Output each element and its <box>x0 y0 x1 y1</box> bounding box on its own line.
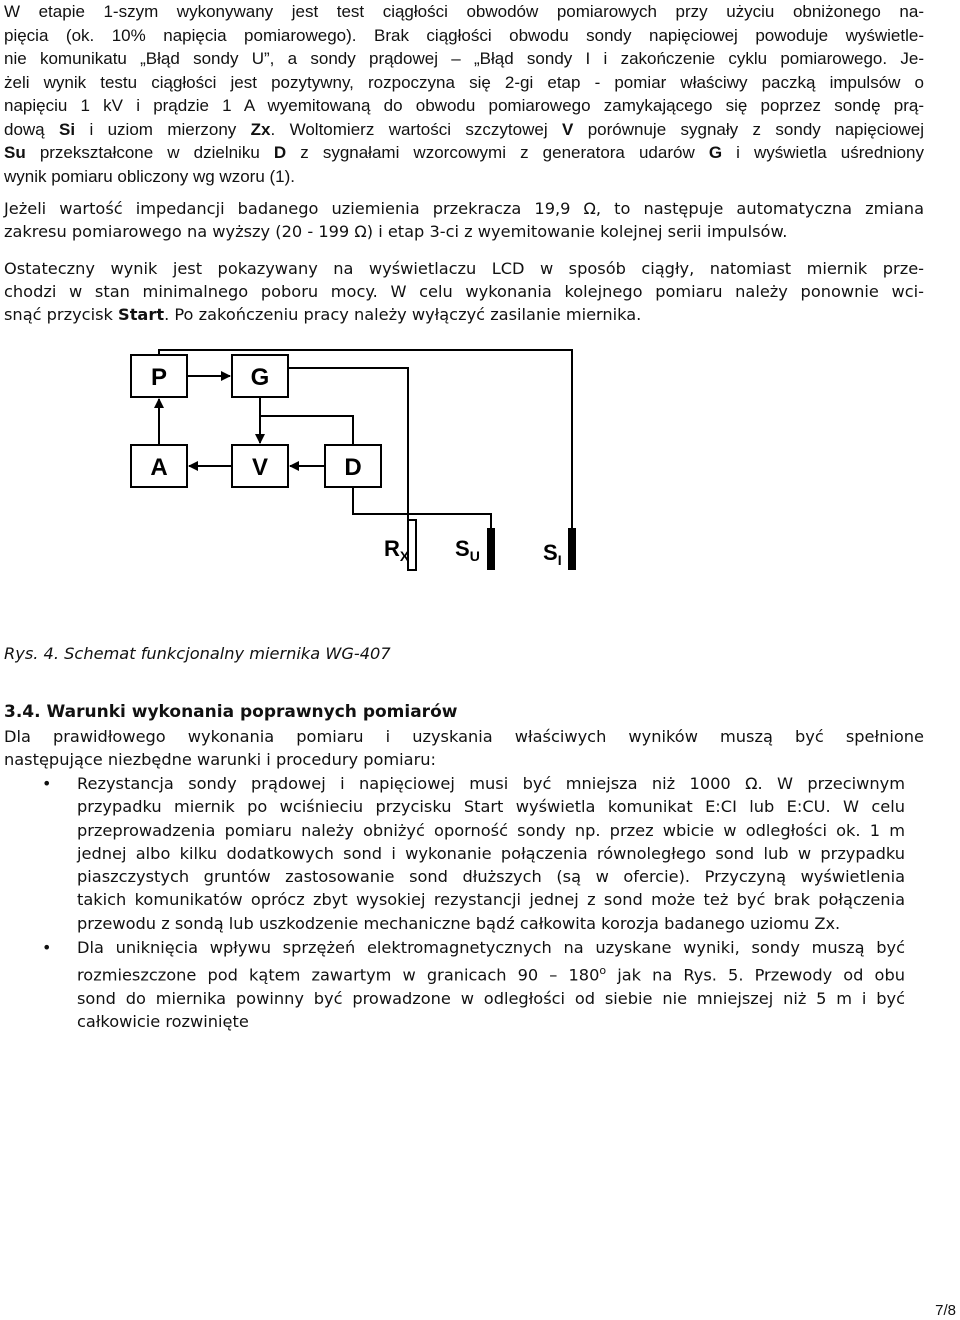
text-run: rozmieszczone pod kątem zawartym w granicach 90 – 180 <box>77 965 600 985</box>
text-run: porównuje sygnały z sondy napięciowej <box>573 119 924 139</box>
paragraph-range-change <box>4 197 924 243</box>
text-line: wynik pomiaru obliczony wg wzoru (1). <box>4 166 295 186</box>
bullet-marker: • <box>42 774 52 793</box>
figure-caption: Rys. 4. Schemat funkcjonalny miernika WG-407 <box>4 644 391 663</box>
label-v: V <box>251 454 269 481</box>
label-su-sub: U <box>469 548 480 564</box>
start-keyword: Start <box>118 305 165 324</box>
text-line: Ostateczny wynik jest pokazywany na wyświetlaczu LCD w sposób ciągły, natomiast miernik prze- <box>4 259 924 278</box>
symbol-su: Su <box>4 143 26 162</box>
degree-superscript: o <box>599 964 607 978</box>
symbol-g: G <box>708 143 723 162</box>
text-line: nie komunikatu „Błąd sondy U”, a sondy prądowej – „Błąd sondy I i zakończenie cyklu pomiarowego. Je- <box>4 49 924 68</box>
symbol-si: Si <box>59 119 76 139</box>
section-heading <box>4 702 457 722</box>
label-si <box>543 540 562 568</box>
label-a: A <box>150 454 168 481</box>
label-d: D <box>344 454 362 481</box>
text-line: Jeżeli wartość impedancji badanego uziemienia przekracza 19,9 Ω, to następuje automatyczna zmiana <box>4 199 924 218</box>
probe-su <box>487 528 495 570</box>
text-run: . Po zakończeniu pracy należy wyłączyć zasilanie miernika. <box>164 305 642 324</box>
label-rx-main: R <box>384 536 400 561</box>
text-run: i uziom mierzony <box>75 119 251 139</box>
page-number: 7/8 <box>935 1302 956 1319</box>
functional-schematic-diagram <box>0 340 960 640</box>
symbol-v: V <box>561 119 574 139</box>
text-line: W etapie 1-szym wykonywany jest test ciągłości obwodów pomiarowych przy użyciu obniżonego na- <box>4 2 924 21</box>
paragraph-conditions-intro <box>4 725 924 771</box>
label-g: G <box>250 364 270 391</box>
symbol-d: D <box>273 143 287 162</box>
label-rx-sub: X <box>399 548 410 564</box>
text-run: snąć przycisk <box>4 305 119 324</box>
text-run: z sygnałami wzorcowymi z generatora udarów <box>286 143 709 162</box>
text-line: całkowicie rozwinięte <box>77 1012 249 1032</box>
text-line <box>4 303 924 326</box>
text-run: przekształcone w dzielniku <box>25 143 274 162</box>
text-line: przypadku miernik po wciśnieciu przycisku Start wyświetla komunikat E:CI lub E:CU. W celu <box>77 797 905 817</box>
text-line <box>4 141 924 165</box>
section-title: Warunki wykonania poprawnych pomiarów <box>46 702 458 722</box>
probe-si <box>568 528 576 570</box>
text-line: Dla uniknięcia wpływu sprzężeń elektromagnetycznych na uzyskane wyniki, sondy muszą być <box>77 938 905 957</box>
text-line <box>4 118 924 142</box>
bullet-marker: • <box>42 938 52 957</box>
text-line: Dla prawidłowego wykonania pomiaru i uzyskania właściwych wyników muszą być spełnione <box>4 727 924 746</box>
text-line: jednej albo kilku dodatkowych sond i wykonanie połączenia równoległego sond lub w przypadku <box>77 843 905 863</box>
wire-to-d <box>260 416 353 445</box>
text-line: pięcia (ok. 10% napięcia pomiarowego). Brak ciągłości obwodu sondy napięciowej powoduje wyświetle- <box>4 25 924 45</box>
label-si-sub: I <box>557 552 562 568</box>
label-p: P <box>150 364 168 391</box>
text-run: jak na Rys. 5. Przewody od obu <box>606 965 905 985</box>
wire-d-to-su <box>353 487 491 528</box>
text-line: przeprowadzenia pomiaru należy obniżyć oporność sondy np. przez wbicie w odległości ok. 1 m <box>77 820 905 840</box>
label-su-main: S <box>455 536 470 561</box>
list-item <box>77 936 905 1034</box>
text-line: sond do miernika powinny być prowadzone w odległości od siebie nie mniejszej niż 5 m i być <box>77 988 905 1008</box>
text-line: chodzi w stan minimalnego poboru mocy. W celu wykonania kolejnego pomiaru należy ponownie wci- <box>4 282 924 301</box>
text-run: i wyświetla uśredniony <box>722 143 924 162</box>
text-line: zakresu pomiarowego na wyższy (20 - 199 Ω) i etap 3-ci z wyemitowanie kolejnej serii impulsów. <box>4 222 788 241</box>
label-rx <box>384 536 410 564</box>
text-line: żeli wynik testu ciągłości jest pozytywny, rozpoczyna się 2-gi etap - pomiar właściwy paczką impulsów o <box>4 72 924 92</box>
text-line: piaszczystych gruntów zastosowanie sond dłuższych (są w ofercie). Przyczyną wyświetlenia <box>77 867 905 887</box>
paragraph-final-result <box>4 257 924 326</box>
text-line: takich komunikatów oprócz zbyt wysokiej rezystancji jednej z sond może też być brak połączenia <box>77 890 905 910</box>
section-number: 3.4. <box>4 702 41 722</box>
text-line: napięciu 1 kV i prądzie 1 A wyemitowaną do obwodu pomiarowego zamykającego się poprzez sondę prą- <box>4 96 924 115</box>
symbol-zx: Zx <box>250 119 271 139</box>
text-run: dową <box>4 119 60 139</box>
text-line: Rezystancja sondy prądowej i napięciowej musi być mniejsza niż 1000 Ω. W przeciwnym <box>77 774 905 793</box>
label-su <box>455 536 480 564</box>
paragraph-measurement-stages <box>4 0 924 188</box>
text-line: następujące niezbędne warunki i procedury pomiaru: <box>4 750 436 769</box>
text-line: przewodu z sondą lub uszkodzenie mechaniczne bądź całkowita korozja badanego uziomu Zx. <box>77 913 841 933</box>
text-run: . Woltomierz wartości szczytowej <box>270 119 562 139</box>
text-line <box>77 959 905 987</box>
label-si-main: S <box>543 540 558 565</box>
list-item <box>77 772 905 935</box>
